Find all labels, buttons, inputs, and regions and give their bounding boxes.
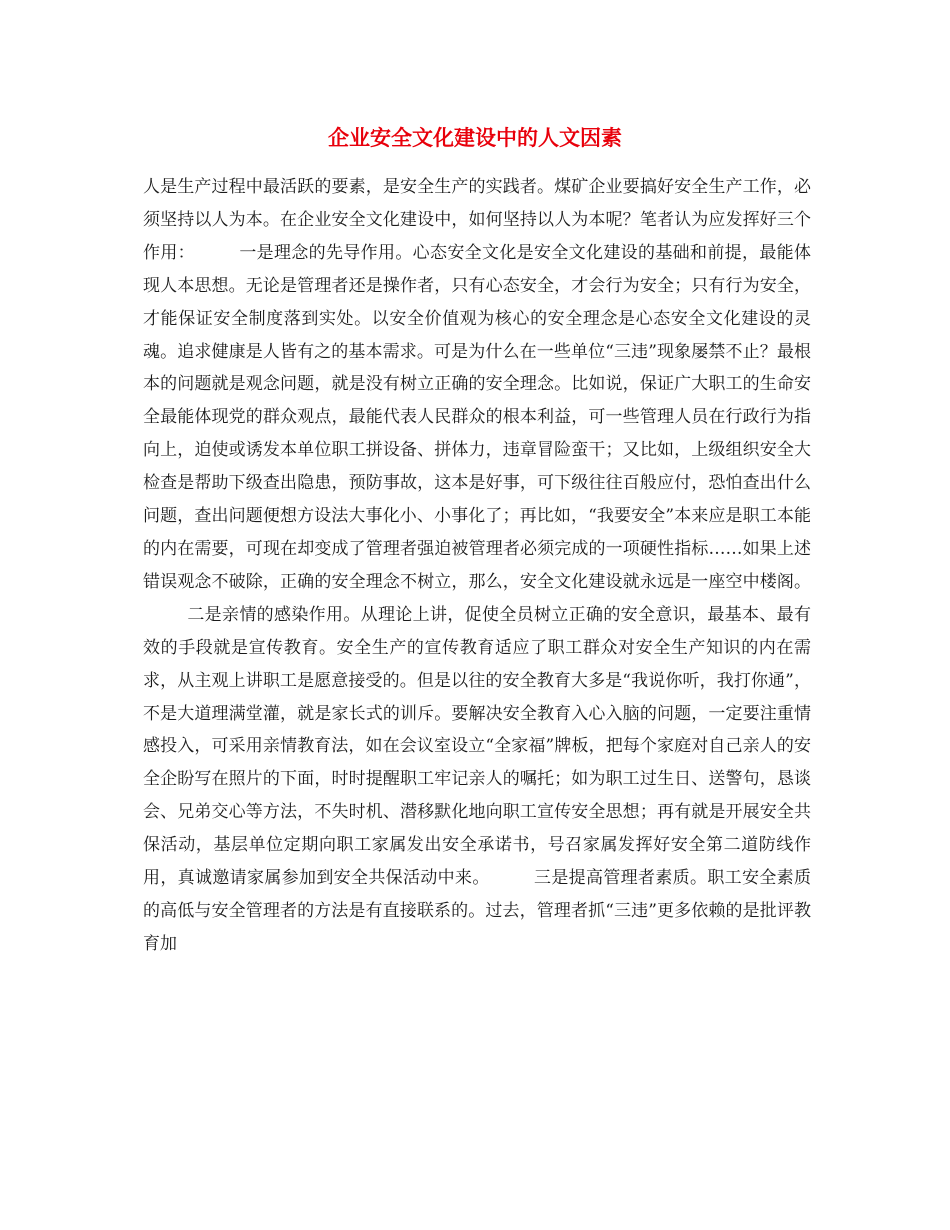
document-body (143, 171, 811, 961)
paragraph-2: 二是亲情的感染作用。从理论上讲，促使全员树立正确的安全意识，最基本、最有效的手段就是宣传教育。安全生产的宣传教育适应了职工群众对安全生产知识的内在需求，从主观上讲职工是愿意接受的。但是以往的安全教育大多是“我说你听，我打你通”，不是大道理满堂灌，就是家长式的训斥。要解决安全教育入心入脑的问题，一定要注重情感投入，可采用亲情教育法，如在会议室设立“全家福”牌板，把每个家庭对自己亲人的安全企盼写在照片的下面，时时提醒职工牢记亲人的嘱托；如为职工过生日、送警句，恳谈会、兄弟交心等方法，不失时机、潜移默化地向职工宣传安全思想；再有就是开展安全共保活动，基层单位定期向职工家属发出安全承诺书，号召家属发挥好安全第二道防线作用，真诚邀请家属参加到安全共保活动中来。 (143, 604, 811, 889)
document-title: 企业安全文化建设中的人文因素 (328, 125, 622, 150)
paragraph-1: 一是理念的先导作用。心态安全文化是安全文化建设的基础和前提，最能体现人本思想。无论是管理者还是操作者，只有心态安全，才会行为安全；只有行为安全，才能保证安全制度落到实处。以安全价值观为核心的安全理念是心态安全文化建设的灵魂。追求健康是人皆有之的基本需求。可是为什么在一些单位“三违”现象屡禁不止？最根本的问题就是观念问题，就是没有树立正确的安全理念。比如说，保证广大职工的生命安全最能体现党的群众观点，最能代表人民群众的根本利益，可一些管理人员在行政行为指向上，迫使或诱发本单位职工拼设备、拼体力，违章冒险蛮干；又比如，上级组织安全大检查是帮助下级查出隐患，预防事故，这本是好事，可下级往往百般应付，恐怕查出什么问题，查出问题便想方设法大事化小、小事化了；再比如，“我要安全”本来应是职工本能的内在需要，可现在却变成了管理者强迫被管理者必须完成的一项硬性指标……如果上述错误观念不破除，正确的安全理念不树立，那么，安全文化建设就永远是一座空中楼阁。 (143, 242, 811, 592)
paragraph-intro: 人是生产过程中最活跃的要素，是安全生产的实践者。煤矿企业要搞好安全生产工作，必须坚持以人为本。在企业安全文化建设中，如何坚持以人为本呢？笔者认为应发挥好三个作用： (143, 177, 811, 263)
paragraph-3: 三是提高管理者素质。职工安全素质的高低与安全管理者的方法是有直接联系的。过去，管理者抓“三违”更多依赖的是批评教育加 (143, 868, 812, 954)
